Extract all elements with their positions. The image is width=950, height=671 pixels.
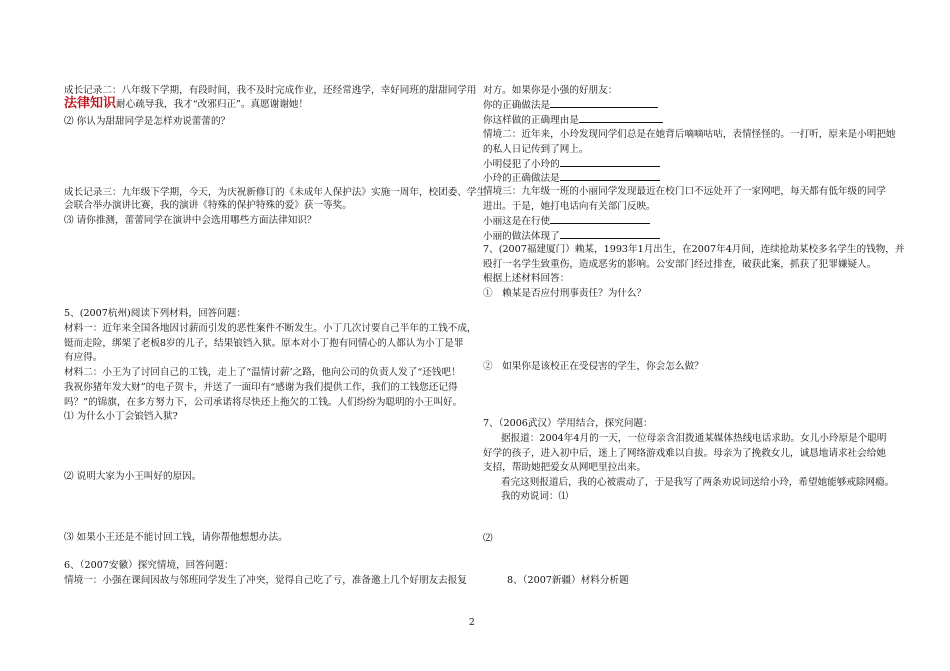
persuasion-2: ⑵ <box>483 533 493 544</box>
material-two-cont2: 吗？”的锦旗，在多方努力下，公司承诺将尽快还上拖欠的工钱。人们纷纷为聪明的小王叫好。 <box>64 397 463 408</box>
answer-line-correct-reason: 你这样做的正确理由是 <box>483 113 663 127</box>
material-one-cont2: 有应得。 <box>64 352 103 363</box>
answer-blank[interactable] <box>560 171 660 181</box>
material-one-cont1: 铤而走险，绑架了老板8岁的儿子，结果锒铛入狱。原本对小丁抱有同情心的人都认为小丁是罪 <box>64 338 464 349</box>
growth-record-three-cont: 会联合举办演讲比赛，我的演讲《特殊的保护特殊的爱》获一等奖。 <box>64 200 352 211</box>
question-2: ⑵ 你认为甜甜同学是怎样劝说蕾蕾的？ <box>64 116 231 127</box>
question-3: ⑶ 请你推测，蕾蕾同学在演讲中会选用哪些方面法律知识？ <box>64 215 317 226</box>
q5-sub-2: ⑵ 说明大家为小王叫好的原因。 <box>64 471 202 482</box>
scenario-three: 情境三：九年级一班的小丽同学发现最近在校门口不远处开了一家网吧，每天都有低年级的同学 <box>483 186 886 197</box>
persuasion-1: 我的劝说词：⑴ <box>501 491 569 502</box>
report-para-cont2: 支招，帮助她把爱女从网吧里拉出来。 <box>483 462 647 473</box>
reflection-para: 看完这则报道后，我的心被震动了，于是我写了两条劝说词送给小玲，希望她能够戒除网瘾。 <box>501 477 895 488</box>
question-7a-title: 7、(2007福建厦门）赖某，1993年1月出生，在2007年4月间，连续抢劫某校多名学生的钱物，并 <box>483 244 905 255</box>
material-two-cont1: 我祝你猪年发大财”的电子贺卡，并送了一面印有“感谢为我们提供工作，我们的工钱您还记得 <box>64 382 458 393</box>
growth-record-two: 成长记录二：八年级下学期，有段时间，我不及时完成作业，还经常逃学，幸好同班的甜甜同学用 <box>64 85 477 96</box>
question-8-title: 8、（2007新疆）材料分析题 <box>507 575 629 586</box>
answer-line-exercising: 小丽这是在行使 <box>483 214 650 228</box>
report-para-cont1: 好学的孩子，进入初中后，迷上了网络游戏难以自拔。母亲为了挽救女儿，诚恳地请求社会给她 <box>483 448 886 459</box>
question-7b-title: 7、（2006武汉）学用结合，探究问题： <box>483 418 653 429</box>
question-7a-prompt: 根据上述材料回答： <box>483 273 570 284</box>
material-two: 材料二：小王为了讨回自己的工钱，走上了“温情讨薪’之路，他向公司的负责人发了“还钱吧！ <box>64 367 461 378</box>
answer-line-correct-action: 你的正确做法是 <box>483 98 658 112</box>
answer-blank[interactable] <box>550 98 658 108</box>
scenario-one-cont: 对方。如果你是小强的好朋友： <box>483 85 618 96</box>
page-number: 2 <box>469 618 475 628</box>
material-one: 材料一：近年来全国各地因讨薪而引发的恶性案件不断发生。小丁几次讨要自己半年的工钱不成， <box>64 323 477 334</box>
answer-line-xiaoling-action: 小玲的正确做法是 <box>483 171 660 185</box>
law-knowledge-highlight: 法律知识 <box>64 96 117 111</box>
q7a-sub-1: ① 赖某是否应付刑事责任？为什么？ <box>483 288 647 299</box>
answer-blank[interactable] <box>550 214 650 224</box>
scenario-one: 情境一：小强在课间因故与邻班同学发生了冲突，觉得自己吃了亏，准备邀上几个好朋友去报复 <box>64 575 467 586</box>
scenario-two-cont: 的私人日记传到了网上。 <box>483 144 589 155</box>
question-6-title: 6、（2007安徽）探究情境，回答问题： <box>64 560 234 571</box>
question-5-title: 5、(2007杭州)阅读下列材料，回答问题： <box>64 308 246 319</box>
q5-sub-1: ⑴ 为什么小丁会锒铛入狱? <box>64 411 178 422</box>
scenario-two: 情境二：近年来，小玲发现同学们总是在她背后嘀嘀咕咕，表情怪怪的。一打听，原来是小明把她 <box>483 129 896 140</box>
q5-sub-3: ⑶ 如果小王还是不能讨回工钱，请你帮他想想办法。 <box>64 532 288 543</box>
report-para: 据报道：2004年4月的一天，一位母亲含泪拨通某媒体热线电话求助。女儿小玲原是个聪明 <box>501 433 887 444</box>
growth-record-three: 成长记录三：九年级下学期，今天，为庆祝新修订的《未成年人保护法》实施一周年，校团委、学生 <box>64 187 487 198</box>
answer-line-infringed: 小明侵犯了小玲的 <box>483 157 660 171</box>
scenario-three-cont: 进出。于是，她打电话向有关部门反映。 <box>483 201 656 212</box>
answer-line-embodies: 小丽的做法体现了 <box>483 229 660 243</box>
q7a-sub-2: ② 如果你是该校正在受侵害的学生，你会怎么做？ <box>483 361 704 372</box>
answer-blank[interactable] <box>579 113 663 123</box>
answer-blank[interactable] <box>560 229 660 239</box>
answer-blank[interactable] <box>560 157 660 167</box>
question-7a-cont: 殴打一名学生致重伤，造成恶劣的影响。公安部门经过排查，破获此案，抓获了犯罪嫌疑人。 <box>483 259 877 270</box>
growth-record-two-cont: 法律知识耐心疏导我，我才“改邪归正”。真愿谢谢她！ <box>64 96 309 111</box>
